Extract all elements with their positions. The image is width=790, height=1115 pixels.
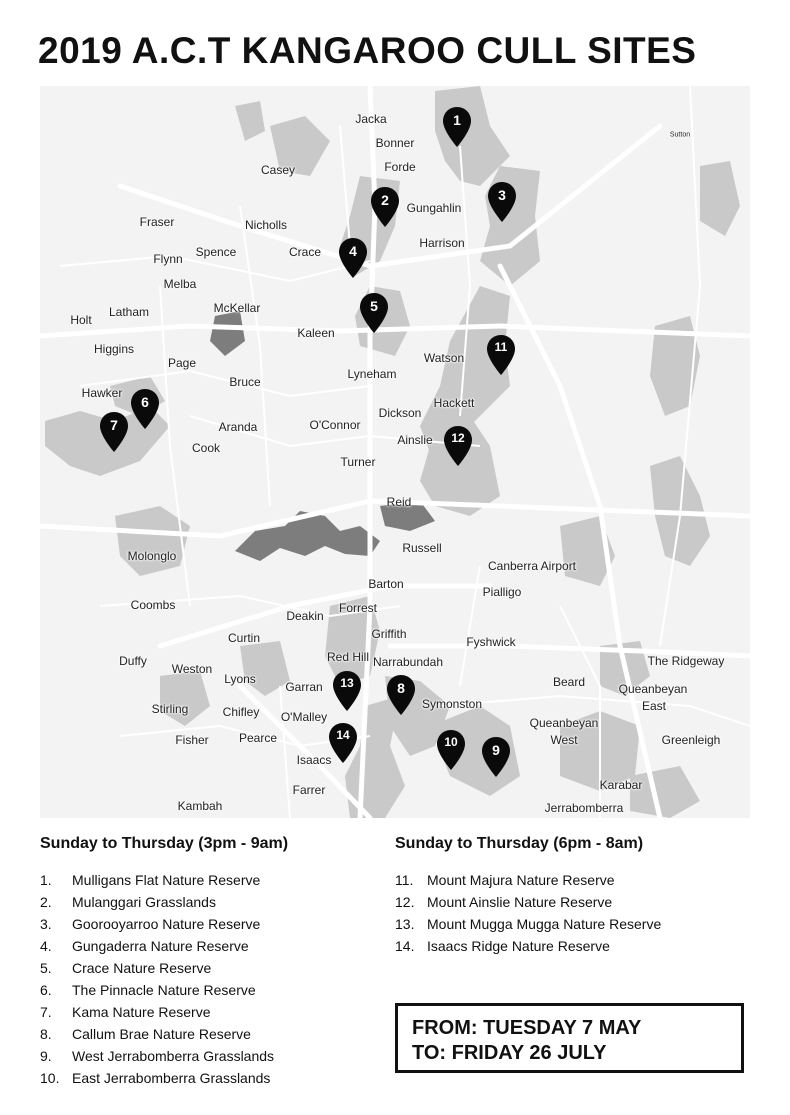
suburb-label: Red Hill bbox=[326, 650, 370, 664]
cull-site-pin-1[interactable]: 1 bbox=[442, 106, 472, 148]
list-item: 13. Mount Mugga Mugga Nature Reserve bbox=[395, 916, 662, 932]
cull-site-pin-9[interactable]: 9 bbox=[481, 736, 511, 778]
suburb-label: Greenleigh bbox=[661, 733, 721, 747]
cull-site-pin-5[interactable]: 5 bbox=[359, 292, 389, 334]
suburb-label: Latham bbox=[108, 305, 150, 319]
suburb-label: Karabar bbox=[599, 778, 643, 792]
suburb-label: Dickson bbox=[378, 406, 422, 420]
page-title: 2019 A.C.T KANGAROO CULL SITES bbox=[38, 30, 697, 71]
suburb-label: Hackett bbox=[433, 396, 475, 410]
suburb-label: McKellar bbox=[213, 301, 261, 315]
suburb-label: Canberra Airport bbox=[487, 559, 577, 573]
suburb-label: Stirling bbox=[151, 702, 189, 716]
suburb-label: Curtin bbox=[227, 631, 261, 645]
suburb-label: Coombs bbox=[130, 598, 176, 612]
list-item: 2. Mulanggari Grasslands bbox=[40, 894, 216, 910]
suburb-label: East bbox=[641, 699, 667, 713]
site-list bbox=[395, 869, 661, 957]
suburb-label: Pearce bbox=[238, 731, 278, 745]
suburb-label: Bonner bbox=[375, 136, 415, 150]
suburb-label: O'Connor bbox=[309, 418, 361, 432]
suburb-label: Melba bbox=[163, 277, 197, 291]
list-item: 8. Callum Brae Nature Reserve bbox=[40, 1026, 251, 1042]
suburb-label: Gungahlin bbox=[406, 201, 462, 215]
cull-date-range-box bbox=[395, 1003, 744, 1073]
list-item: 6. The Pinnacle Nature Reserve bbox=[40, 982, 256, 998]
suburb-label: Ainslie bbox=[397, 433, 433, 447]
suburb-label: Cook bbox=[191, 441, 221, 455]
suburb-label: Harrison bbox=[419, 236, 465, 250]
suburb-label: Symonston bbox=[421, 697, 483, 711]
list-item: 10. East Jerrabomberra Grasslands bbox=[40, 1070, 271, 1086]
suburb-label: Queanbeyan bbox=[618, 682, 688, 696]
suburb-label: Lyons bbox=[224, 672, 256, 686]
cull-site-pin-6[interactable]: 6 bbox=[130, 388, 160, 430]
suburb-label: Russell bbox=[402, 541, 442, 555]
suburb-label: Sutton bbox=[669, 131, 691, 139]
cull-site-pin-2[interactable]: 2 bbox=[370, 186, 400, 228]
list-item: 12. Mount Ainslie Nature Reserve bbox=[395, 894, 613, 910]
suburb-label: Holt bbox=[70, 313, 92, 327]
suburb-label: Molonglo bbox=[127, 549, 177, 563]
suburb-label: O'Malley bbox=[280, 710, 328, 724]
suburb-label: Nicholls bbox=[244, 218, 288, 232]
suburb-label: Forrest bbox=[338, 601, 378, 615]
suburb-label: Bruce bbox=[229, 375, 261, 389]
suburb-label: Fyshwick bbox=[466, 635, 516, 649]
suburb-label: Kaleen bbox=[297, 326, 335, 340]
suburb-label: Pialligo bbox=[482, 585, 522, 599]
list-item: 11. Mount Majura Nature Reserve bbox=[395, 872, 615, 888]
schedule-heading: Sunday to Thursday (6pm - 8am) bbox=[395, 835, 644, 852]
suburb-label: Jacka bbox=[355, 112, 387, 126]
list-item: 7. Kama Nature Reserve bbox=[40, 1004, 211, 1020]
cull-site-pin-7[interactable]: 7 bbox=[99, 411, 129, 453]
suburb-label: Narrabundah bbox=[372, 655, 444, 669]
suburb-label: Higgins bbox=[93, 342, 135, 356]
suburb-label: Griffith bbox=[371, 627, 407, 641]
suburb-label: Spence bbox=[195, 245, 237, 259]
suburb-label: Flynn bbox=[153, 252, 183, 266]
suburb-label: Page bbox=[167, 356, 197, 370]
suburb-label: Aranda bbox=[218, 420, 258, 434]
suburb-label: Garran bbox=[285, 680, 323, 694]
suburb-label: Barton bbox=[368, 577, 404, 591]
cull-sites-map[interactable] bbox=[40, 86, 750, 818]
suburb-label: Fisher bbox=[175, 733, 209, 747]
from-date: FROM: TUESDAY 7 MAY bbox=[412, 1017, 642, 1039]
list-item: 3. Goorooyarroo Nature Reserve bbox=[40, 916, 261, 932]
suburb-label: Duffy bbox=[119, 654, 147, 668]
to-date: TO: FRIDAY 26 JULY bbox=[412, 1042, 607, 1064]
suburb-label: Weston bbox=[171, 662, 213, 676]
list-item: 4. Gungaderra Nature Reserve bbox=[40, 938, 249, 954]
site-list bbox=[40, 869, 288, 1089]
suburb-label: Beard bbox=[552, 675, 586, 689]
cull-site-pin-11[interactable]: 11 bbox=[486, 334, 516, 376]
suburb-label: Queanbeyan bbox=[529, 716, 599, 730]
suburb-label: Lyneham bbox=[347, 367, 397, 381]
suburb-label: Fraser bbox=[139, 215, 175, 229]
suburb-label: Turner bbox=[340, 455, 376, 469]
suburb-label: Forde bbox=[384, 160, 416, 174]
cull-site-pin-12[interactable]: 12 bbox=[443, 425, 473, 467]
suburb-label: Crace bbox=[288, 245, 322, 259]
suburb-label: Deakin bbox=[286, 609, 324, 623]
list-item: 5. Crace Nature Reserve bbox=[40, 960, 212, 976]
suburb-label: Watson bbox=[423, 351, 465, 365]
suburb-label: Reid bbox=[386, 495, 412, 509]
list-item: 9. West Jerrabomberra Grasslands bbox=[40, 1048, 275, 1064]
suburb-label: Farrer bbox=[292, 783, 326, 797]
cull-site-pin-3[interactable]: 3 bbox=[487, 181, 517, 223]
suburb-label: Isaacs bbox=[296, 753, 332, 767]
suburb-label: The Ridgeway bbox=[647, 654, 725, 668]
cull-site-pin-10[interactable]: 10 bbox=[436, 729, 466, 771]
suburb-label: Jerrabomberra bbox=[544, 801, 624, 815]
cull-site-pin-14[interactable]: 14 bbox=[328, 722, 358, 764]
list-item: 1. Mulligans Flat Nature Reserve bbox=[40, 872, 261, 888]
suburb-label: Casey bbox=[260, 163, 296, 177]
cull-site-pin-8[interactable]: 8 bbox=[386, 674, 416, 716]
suburb-label: West bbox=[550, 733, 578, 747]
schedule-heading: Sunday to Thursday (3pm - 9am) bbox=[40, 835, 289, 852]
suburb-label: Hawker bbox=[81, 386, 123, 400]
suburb-label: Chifley bbox=[222, 705, 260, 719]
cull-site-pin-13[interactable]: 13 bbox=[332, 670, 362, 712]
suburb-label: Kambah bbox=[177, 799, 223, 813]
schedule-list-3pm-9am bbox=[40, 835, 288, 1089]
list-item: 14. Isaacs Ridge Nature Reserve bbox=[395, 938, 610, 954]
cull-site-pin-4[interactable]: 4 bbox=[338, 237, 368, 279]
schedule-list-6pm-8am bbox=[395, 835, 661, 957]
